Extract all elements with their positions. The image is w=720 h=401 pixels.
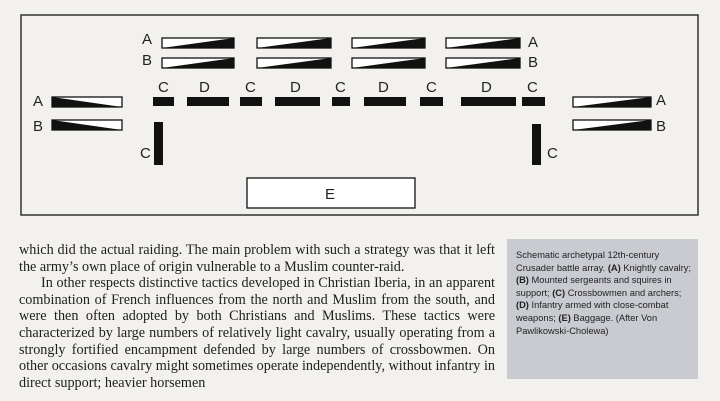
crossbow-block bbox=[332, 97, 350, 106]
caption-text-c: Crossbowmen and archers; bbox=[567, 287, 682, 298]
label-e: E bbox=[325, 186, 336, 203]
crossbow-block bbox=[522, 97, 545, 106]
label-a: A bbox=[656, 92, 667, 109]
caption-key-a: (A) bbox=[607, 262, 621, 273]
cavalry-unit bbox=[446, 38, 520, 48]
caption-intro: Schematic archetypal 12th-century Crusader battle array. bbox=[516, 250, 660, 273]
caption-key-c: (C) bbox=[552, 287, 566, 298]
caption-text-d: Infantry armed with close-combat weapons; bbox=[516, 300, 669, 323]
label-b: B bbox=[33, 118, 44, 135]
top-row-a bbox=[162, 38, 520, 48]
label-b: B bbox=[528, 54, 539, 71]
label-c: C bbox=[527, 79, 538, 96]
label-d: D bbox=[199, 79, 210, 96]
label-d: D bbox=[378, 79, 389, 96]
label-d: D bbox=[290, 79, 301, 96]
label-c: C bbox=[547, 145, 558, 162]
sergeants-unit bbox=[257, 58, 331, 68]
label-b: B bbox=[142, 52, 153, 69]
paragraph: In other respects distinctive tactics developed in Christian Iberia, in an apparent combination of French influences from the north and Muslim from the south, and were then often adopted by both Christians and Muslims. These tactics were characterized by large numbers of relatively light cavalry, usually operating from a strongly fortified encampment defended by large numbers of crossbowmen. On other occasions cavalry might sometimes operate independently, without infantry in direct support; heavier horsemen bbox=[19, 275, 495, 391]
left-flank-crossbow bbox=[154, 122, 163, 165]
figure-caption bbox=[507, 239, 698, 379]
left-wing bbox=[52, 97, 122, 130]
caption-key-e: (E) bbox=[558, 312, 571, 323]
paragraph: which did the actual raiding. The main problem with such a strategy was that it left the army’s own place of origin vulnerable to a Muslim counter-raid. bbox=[19, 242, 495, 275]
caption-text-e: Baggage. (After Von Pawlikowski-Cholewa) bbox=[516, 312, 658, 336]
infantry-line bbox=[153, 97, 545, 106]
label-b: B bbox=[656, 118, 667, 135]
cavalry-unit bbox=[257, 38, 331, 48]
label-a: A bbox=[142, 31, 153, 48]
caption-text-a: Knightly cavalry; bbox=[623, 262, 692, 273]
label-a: A bbox=[33, 93, 44, 110]
label-c: C bbox=[245, 79, 256, 96]
cavalry-unit bbox=[352, 38, 425, 48]
infantry-block bbox=[364, 97, 406, 106]
caption-key-b: (B) bbox=[516, 275, 529, 286]
crossbow-block bbox=[153, 97, 174, 106]
sergeants-unit bbox=[162, 58, 234, 68]
caption-text-b: Mounted sergeants and squires in support; bbox=[516, 275, 672, 298]
infantry-block bbox=[461, 97, 516, 106]
label-c: C bbox=[158, 79, 169, 96]
label-c: C bbox=[335, 79, 346, 96]
label-a: A bbox=[528, 34, 539, 51]
label-c: C bbox=[140, 145, 151, 162]
crossbow-block bbox=[420, 97, 443, 106]
top-row-b bbox=[162, 58, 520, 68]
caption-key-d: (D) bbox=[516, 300, 529, 311]
sergeants-unit bbox=[352, 58, 425, 68]
right-flank-crossbow bbox=[532, 124, 541, 165]
cavalry-unit bbox=[162, 38, 234, 48]
sergeants-unit bbox=[446, 58, 520, 68]
body-text bbox=[19, 242, 495, 391]
right-wing bbox=[573, 97, 651, 130]
label-c: C bbox=[426, 79, 437, 96]
infantry-block bbox=[187, 97, 229, 106]
infantry-block bbox=[275, 97, 320, 106]
crossbow-block bbox=[240, 97, 262, 106]
label-d: D bbox=[481, 79, 492, 96]
